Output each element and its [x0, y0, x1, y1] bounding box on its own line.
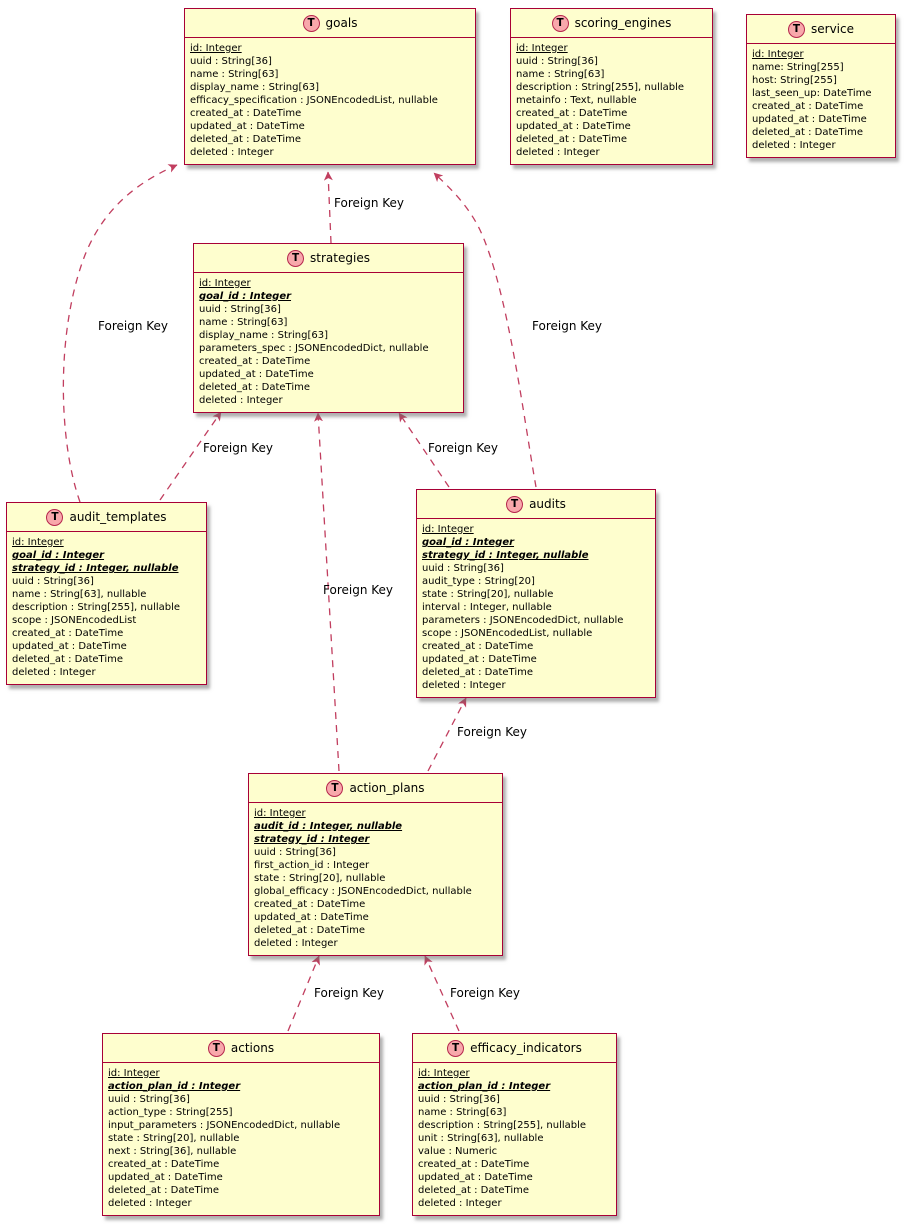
field-row: uuid : String[36] — [190, 56, 272, 67]
table-fields — [7, 532, 206, 684]
field-row: created_at : DateTime — [12, 628, 124, 639]
table-fields — [413, 1063, 616, 1215]
field-row: strategy_id : Integer, nullable — [12, 563, 179, 574]
field-row: deleted_at : DateTime — [12, 654, 124, 665]
field-row: name : String[63] — [199, 317, 288, 328]
field-row: uuid : String[36] — [418, 1094, 500, 1105]
table-icon: T — [46, 509, 63, 526]
table-efficacy_indicators — [412, 1033, 617, 1216]
table-icon: T — [303, 15, 320, 32]
table-fields — [417, 519, 655, 697]
field-row: action_plan_id : Integer — [418, 1081, 551, 1092]
field-row: last_seen_up: DateTime — [752, 88, 872, 99]
table-fields — [511, 38, 712, 164]
field-row: metainfo : Text, nullable — [516, 95, 637, 106]
fk-edge-audit_templates-to-goals — [63, 165, 177, 502]
table-title: service — [811, 22, 854, 36]
field-row: created_at : DateTime — [108, 1159, 220, 1170]
field-row: updated_at : DateTime — [108, 1172, 223, 1183]
field-row: deleted_at : DateTime — [422, 667, 534, 678]
field-row: updated_at : DateTime — [422, 654, 537, 665]
table-audits — [416, 489, 656, 698]
field-row: audit_type : String[20] — [422, 576, 535, 587]
table-icon: T — [506, 496, 523, 513]
field-row: created_at : DateTime — [752, 101, 864, 112]
field-row: uuid : String[36] — [108, 1094, 190, 1105]
field-row: updated_at : DateTime — [418, 1172, 533, 1183]
field-row: id: Integer — [422, 524, 474, 535]
fk-edge-audit_templates-to-strategies — [160, 412, 221, 500]
field-row: id: Integer — [516, 43, 568, 54]
field-row: goal_id : Integer — [199, 291, 292, 302]
field-row: state : String[20], nullable — [254, 873, 386, 884]
field-row: updated_at : DateTime — [199, 369, 314, 380]
field-row: id: Integer — [199, 278, 251, 289]
table-header — [194, 244, 463, 273]
field-row: uuid : String[36] — [12, 576, 94, 587]
field-row: description : String[255], nullable — [12, 602, 181, 613]
field-row: parameters : JSONEncodedDict, nullable — [422, 615, 624, 626]
table-actions — [102, 1033, 380, 1216]
field-row: description : String[255], nullable — [418, 1120, 587, 1131]
field-row: display_name : String[63] — [199, 330, 328, 341]
field-row: name : String[63] — [516, 69, 605, 80]
field-row: scope : JSONEncodedList, nullable — [422, 628, 593, 639]
field-row: uuid : String[36] — [254, 847, 336, 858]
field-row: state : String[20], nullable — [422, 589, 554, 600]
field-row: created_at : DateTime — [254, 899, 366, 910]
field-row: next : String[36], nullable — [108, 1146, 237, 1157]
field-row: deleted : Integer — [422, 680, 506, 691]
field-row: id: Integer — [12, 537, 64, 548]
table-action_plans — [248, 773, 503, 956]
field-row: deleted_at : DateTime — [516, 134, 628, 145]
field-row: state : String[20], nullable — [108, 1133, 240, 1144]
field-row: host: String[255] — [752, 75, 837, 86]
field-row: value : Numeric — [418, 1146, 498, 1157]
table-strategies — [193, 243, 464, 413]
field-row: updated_at : DateTime — [190, 121, 305, 132]
table-header — [7, 503, 206, 532]
field-row: deleted_at : DateTime — [752, 127, 864, 138]
field-row: id: Integer — [418, 1068, 470, 1079]
table-title: strategies — [310, 251, 370, 265]
foreign-key-label: Foreign Key — [323, 583, 393, 597]
table-audit_templates — [6, 502, 207, 685]
field-row: deleted : Integer — [418, 1198, 502, 1209]
field-row: id: Integer — [190, 43, 242, 54]
foreign-key-label: Foreign Key — [450, 986, 520, 1000]
field-row: created_at : DateTime — [199, 356, 311, 367]
field-row: scope : JSONEncodedList — [12, 615, 137, 626]
table-icon: T — [287, 250, 304, 267]
table-icon: T — [208, 1040, 225, 1057]
field-row: updated_at : DateTime — [254, 912, 369, 923]
table-header — [185, 9, 475, 38]
field-row: uuid : String[36] — [516, 56, 598, 67]
table-title: goals — [325, 16, 358, 30]
field-row: input_parameters : JSONEncodedDict, nullable — [108, 1120, 341, 1131]
field-row: created_at : DateTime — [516, 108, 628, 119]
field-row: strategy_id : Integer — [254, 834, 370, 845]
table-title: audit_templates — [69, 510, 167, 524]
field-row: updated_at : DateTime — [12, 641, 127, 652]
field-row: updated_at : DateTime — [752, 114, 867, 125]
field-row: deleted : Integer — [516, 147, 600, 158]
table-service — [746, 14, 896, 158]
table-fields — [103, 1063, 379, 1215]
fk-edge-strategies-to-goals — [328, 172, 331, 243]
foreign-key-label: Foreign Key — [532, 319, 602, 333]
table-fields — [747, 44, 895, 157]
field-row: efficacy_specification : JSONEncodedList, nullable — [190, 95, 438, 106]
table-icon: T — [326, 780, 343, 797]
field-row: parameters_spec : JSONEncodedDict, nullable — [199, 343, 429, 354]
field-row: deleted : Integer — [190, 147, 274, 158]
foreign-key-label: Foreign Key — [98, 319, 168, 333]
table-fields — [249, 803, 502, 955]
field-row: deleted : Integer — [108, 1198, 192, 1209]
field-row: created_at : DateTime — [422, 641, 534, 652]
field-row: first_action_id : Integer — [254, 860, 370, 871]
field-row: deleted_at : DateTime — [254, 925, 366, 936]
foreign-key-label: Foreign Key — [334, 196, 404, 210]
field-row: action_type : String[255] — [108, 1107, 233, 1118]
table-header — [413, 1034, 616, 1063]
field-row: name : String[63] — [418, 1107, 507, 1118]
field-row: deleted : Integer — [254, 938, 338, 949]
table-icon: T — [447, 1040, 464, 1057]
field-row: action_plan_id : Integer — [108, 1081, 241, 1092]
foreign-key-label: Foreign Key — [428, 441, 498, 455]
field-row: audit_id : Integer, nullable — [254, 821, 403, 832]
table-title: action_plans — [349, 781, 425, 795]
field-row: unit : String[63], nullable — [418, 1133, 544, 1144]
field-row: goal_id : Integer — [422, 537, 515, 548]
field-row: id: Integer — [108, 1068, 160, 1079]
field-row: name : String[63] — [190, 69, 279, 80]
table-title: scoring_engines — [574, 16, 672, 30]
table-icon: T — [552, 15, 569, 32]
field-row: deleted_at : DateTime — [108, 1185, 220, 1196]
table-header — [103, 1034, 379, 1063]
table-title: efficacy_indicators — [470, 1041, 582, 1055]
foreign-key-label: Foreign Key — [203, 441, 273, 455]
field-row: strategy_id : Integer, nullable — [422, 550, 589, 561]
table-fields — [194, 273, 463, 412]
field-row: deleted_at : DateTime — [199, 382, 311, 393]
field-row: deleted : Integer — [199, 395, 283, 406]
field-row: interval : Integer, nullable — [422, 602, 552, 613]
field-row: deleted : Integer — [12, 667, 96, 678]
field-row: uuid : String[36] — [422, 563, 504, 574]
table-header — [747, 15, 895, 44]
field-row: name : String[63], nullable — [12, 589, 147, 600]
field-row: description : String[255], nullable — [516, 82, 685, 93]
field-row: global_efficacy : JSONEncodedDict, nullable — [254, 886, 472, 897]
table-header — [417, 490, 655, 519]
field-row: uuid : String[36] — [199, 304, 281, 315]
table-scoring_engines — [510, 8, 713, 165]
field-row: deleted : Integer — [752, 140, 836, 151]
table-header — [249, 774, 502, 803]
table-icon: T — [788, 21, 805, 38]
table-title: actions — [230, 1041, 275, 1055]
foreign-key-label: Foreign Key — [314, 986, 384, 1000]
table-fields — [185, 38, 475, 164]
field-row: created_at : DateTime — [190, 108, 302, 119]
field-row: id: Integer — [752, 49, 804, 60]
table-title: audits — [529, 497, 566, 511]
field-row: created_at : DateTime — [418, 1159, 530, 1170]
foreign-key-label: Foreign Key — [457, 725, 527, 739]
field-row: id: Integer — [254, 808, 306, 819]
table-header — [511, 9, 712, 38]
field-row: deleted_at : DateTime — [418, 1185, 530, 1196]
field-row: name: String[255] — [752, 62, 844, 73]
field-row: updated_at : DateTime — [516, 121, 631, 132]
field-row: display_name : String[63] — [190, 82, 319, 93]
field-row: goal_id : Integer — [12, 550, 105, 561]
table-goals — [184, 8, 476, 165]
field-row: deleted_at : DateTime — [190, 134, 302, 145]
